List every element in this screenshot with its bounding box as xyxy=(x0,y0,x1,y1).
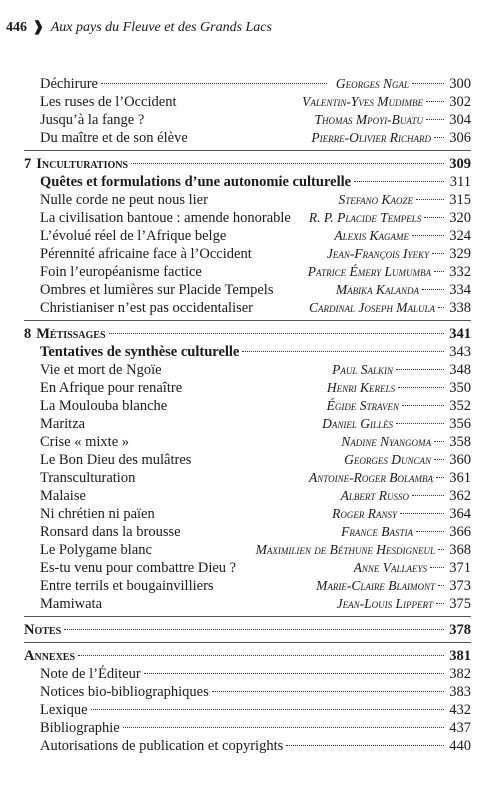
entry-author: Pierre-Olivier Richard xyxy=(311,130,431,145)
dot-leader xyxy=(144,673,444,674)
entry-author: Antoine-Roger Bolamba xyxy=(309,470,433,485)
toc-entry[interactable] xyxy=(24,487,471,505)
entry-page: 358 xyxy=(449,434,471,450)
dot-leader xyxy=(191,137,303,138)
dot-leader xyxy=(132,441,332,442)
toc-entry[interactable] xyxy=(24,469,471,487)
toc-entry[interactable] xyxy=(24,577,471,595)
entry-title: Bibliographie xyxy=(40,720,120,736)
dot-leader xyxy=(138,477,300,478)
entry-title: Christianiser n’est pas occidentaliser xyxy=(40,300,254,316)
subheading[interactable] xyxy=(24,173,471,191)
dot-leader xyxy=(170,405,317,406)
entry-title: Le Polygame blanc xyxy=(40,542,152,558)
entry-title: Transculturation xyxy=(40,470,136,486)
section-divider xyxy=(24,616,471,617)
entry-page: 329 xyxy=(449,246,471,262)
entry-page: 362 xyxy=(449,488,471,504)
toc-entry[interactable] xyxy=(24,227,471,245)
dot-leader xyxy=(412,235,444,236)
dot-leader xyxy=(434,459,444,460)
entry-author: Égide Straven xyxy=(326,398,399,413)
entry-author: Paul Salkin xyxy=(332,362,393,377)
dot-leader xyxy=(101,83,327,84)
entry-author: Thomas Mpoyi-Buatu xyxy=(314,112,423,127)
dot-leader xyxy=(105,603,328,604)
subheading-title: Quêtes et formulations d’une autonomie culturelle xyxy=(40,174,352,190)
entry-title: Du maître et de son élève xyxy=(40,130,188,146)
entry-page: 300 xyxy=(449,76,471,92)
dot-leader xyxy=(434,137,444,138)
toc-entry[interactable] xyxy=(24,665,471,683)
entry-page: 348 xyxy=(449,362,471,378)
entry-title: Nulle corde ne peut nous lier xyxy=(40,192,208,208)
toc-entry[interactable] xyxy=(24,719,471,737)
entry-title: Ronsard dans la brousse xyxy=(40,524,181,540)
dot-leader xyxy=(432,253,444,254)
prev-part-entries xyxy=(24,75,471,147)
dot-leader xyxy=(211,199,330,200)
entry-title: Mamiwata xyxy=(40,596,103,612)
section-7 xyxy=(24,155,471,317)
toc-entry[interactable] xyxy=(24,541,471,559)
section-heading[interactable] xyxy=(24,155,471,173)
entry-title: Entre terrils et bougainvilliers xyxy=(40,578,214,594)
toc-entry[interactable] xyxy=(24,281,471,299)
dot-leader xyxy=(78,655,444,656)
entry-title: La Moulouba blanche xyxy=(40,398,168,414)
entry-author: Stefano Kaoze xyxy=(338,192,413,207)
entry-author: Marie-Claire Blaimont xyxy=(316,578,435,593)
dot-leader xyxy=(194,459,335,460)
entry-author: Cardinal Joseph Malula xyxy=(309,300,435,315)
entry-title: Malaise xyxy=(40,488,86,504)
entry-title: Le Bon Dieu des mulâtres xyxy=(40,452,192,468)
entry-title: Ni chrétien ni païen xyxy=(40,506,155,522)
annexes-page: 381 xyxy=(449,648,471,664)
dot-leader xyxy=(212,691,444,692)
entry-page: 360 xyxy=(449,452,471,468)
subheading[interactable] xyxy=(24,343,471,361)
entry-title: Les ruses de l’Occident xyxy=(40,94,177,110)
section-divider xyxy=(24,642,471,643)
dot-leader xyxy=(354,181,444,182)
dot-leader xyxy=(412,83,444,84)
dot-leader xyxy=(123,727,444,728)
toc-entry[interactable] xyxy=(24,111,471,129)
entry-page: 320 xyxy=(449,210,471,226)
dot-leader xyxy=(276,289,326,290)
book-title: Aux pays du Fleuve et des Grands Lacs xyxy=(50,20,272,35)
subheading-page: 343 xyxy=(449,344,471,360)
dot-leader xyxy=(88,423,313,424)
entry-title: Déchirure xyxy=(40,76,98,92)
dot-leader xyxy=(400,513,444,514)
entry-title: Pérennité africaine face à l’Occident xyxy=(40,246,252,262)
notes-title: Notes xyxy=(24,622,62,638)
entry-title: L’évolué réel de l’Afrique belge xyxy=(40,228,227,244)
separator-icon: ❱ xyxy=(32,20,45,35)
entry-title: Jusqu’à la fange ? xyxy=(40,112,145,128)
dot-leader xyxy=(436,477,444,478)
entry-author: Nadine Nyangoma xyxy=(341,434,431,449)
dot-leader xyxy=(294,217,300,218)
entry-author: Jean-François Iyeky xyxy=(326,246,429,261)
toc-entry[interactable] xyxy=(24,191,471,209)
entry-title: Lexique xyxy=(40,702,88,718)
section-page: 309 xyxy=(449,156,471,172)
toc-entry[interactable] xyxy=(24,701,471,719)
entry-title: Ombres et lumières sur Placide Tempels xyxy=(40,282,274,298)
annexes-section xyxy=(24,647,471,755)
dot-leader xyxy=(256,307,300,308)
entry-author: Daniel Gillès xyxy=(322,416,393,431)
section-number: 7 xyxy=(24,156,32,172)
entry-page: 364 xyxy=(449,506,471,522)
section-page: 341 xyxy=(449,326,471,342)
dot-leader xyxy=(131,163,444,164)
dot-leader xyxy=(434,441,444,442)
dot-leader xyxy=(426,101,444,102)
entry-page: 306 xyxy=(449,130,471,146)
dot-leader xyxy=(286,745,444,746)
entry-title: La civilisation bantoue : amende honorable xyxy=(40,210,291,226)
section-divider xyxy=(24,320,471,321)
entry-page: 383 xyxy=(449,684,471,700)
section-title: Métissages xyxy=(36,326,106,342)
annexes-title: Annexes xyxy=(24,648,76,664)
toc-entry[interactable] xyxy=(24,595,471,613)
entry-author: Georges Ngal xyxy=(335,76,409,91)
entry-author: Henri Kerels xyxy=(326,380,395,395)
entry-title: Crise « mixte » xyxy=(40,434,130,450)
toc-entry[interactable] xyxy=(24,737,471,755)
toc-entry[interactable] xyxy=(24,559,471,577)
dot-leader xyxy=(255,253,318,254)
dot-leader xyxy=(165,369,324,370)
dot-leader xyxy=(416,531,444,532)
dot-leader xyxy=(424,217,444,218)
entry-page: 366 xyxy=(449,524,471,540)
dot-leader xyxy=(64,629,444,630)
section-heading[interactable] xyxy=(24,325,471,343)
dot-leader xyxy=(158,513,323,514)
toc-entry[interactable] xyxy=(24,451,471,469)
page-number: 446 xyxy=(6,20,27,35)
dot-leader xyxy=(155,549,247,550)
toc-entry[interactable] xyxy=(24,209,471,227)
toc-entry[interactable] xyxy=(24,299,471,317)
entry-author: Jean-Louis Lippert xyxy=(336,596,433,611)
entry-author: Patrice Émery Lumumba xyxy=(307,264,431,279)
section-number: 8 xyxy=(24,326,32,342)
section-divider xyxy=(24,150,471,151)
dot-leader xyxy=(438,549,444,550)
entry-title: Autorisations de publication et copyrights xyxy=(40,738,284,754)
entry-page: 350 xyxy=(449,380,471,396)
dot-leader xyxy=(91,709,444,710)
entry-author: Valentin-Yves Mudimbe xyxy=(302,94,423,109)
toc-entry[interactable] xyxy=(24,397,471,415)
entry-author: Georges Duncan xyxy=(344,452,431,467)
dot-leader xyxy=(229,235,325,236)
dot-leader xyxy=(438,585,444,586)
entry-author: Albert Russo xyxy=(340,488,409,503)
entry-page: 382 xyxy=(449,666,471,682)
entry-page: 437 xyxy=(449,720,471,736)
entry-page: 371 xyxy=(449,560,471,576)
annexes-heading[interactable] xyxy=(24,647,471,665)
dot-leader xyxy=(426,119,444,120)
dot-leader xyxy=(412,495,444,496)
dot-leader xyxy=(184,531,333,532)
dot-leader xyxy=(434,271,444,272)
dot-leader xyxy=(416,199,444,200)
entry-author: Mabika Kalanda xyxy=(335,282,419,297)
toc-entry[interactable] xyxy=(24,523,471,541)
entry-title: Maritza xyxy=(40,416,86,432)
entry-title: En Afrique pour renaître xyxy=(40,380,183,396)
dot-leader xyxy=(239,567,345,568)
entry-page: 332 xyxy=(449,264,471,280)
subheading-page: 311 xyxy=(449,174,471,190)
toc-entry[interactable] xyxy=(24,75,471,93)
dot-leader xyxy=(438,307,444,308)
entry-title: Vie et mort de Ngoïe xyxy=(40,362,162,378)
toc-entry[interactable] xyxy=(24,263,471,281)
dot-leader xyxy=(436,603,444,604)
entry-page: 315 xyxy=(449,192,471,208)
entry-author: Maximilien de Béthune Hesdigneul xyxy=(255,542,435,557)
dot-leader xyxy=(217,585,308,586)
toc-entry[interactable] xyxy=(24,245,471,263)
entry-author: Anne Vallaeys xyxy=(353,560,427,575)
entry-title: Foin l’européanisme factice xyxy=(40,264,202,280)
toc-entry[interactable] xyxy=(24,379,471,397)
section-title: Inculturations xyxy=(36,156,129,172)
entry-author: Roger Ransy xyxy=(332,506,397,521)
toc-entry[interactable] xyxy=(24,433,471,451)
entry-page: 304 xyxy=(449,112,471,128)
toc-entry[interactable] xyxy=(24,361,471,379)
dot-leader xyxy=(89,495,332,496)
entry-page: 368 xyxy=(449,542,471,558)
dot-leader xyxy=(180,101,294,102)
notes-heading[interactable] xyxy=(24,621,471,639)
entry-page: 302 xyxy=(449,94,471,110)
entry-page: 352 xyxy=(449,398,471,414)
entry-author: France Bastia xyxy=(341,524,413,539)
entry-page: 373 xyxy=(449,578,471,594)
dot-leader xyxy=(396,423,444,424)
dot-leader xyxy=(396,369,444,370)
dot-leader xyxy=(402,405,444,406)
dot-leader xyxy=(398,387,444,388)
entry-page: 432 xyxy=(449,702,471,718)
entry-author: R. P. Placide Tempels xyxy=(308,210,422,225)
entry-author: Alexis Kagame xyxy=(334,228,409,243)
notes-page: 378 xyxy=(449,622,471,638)
entry-page: 338 xyxy=(449,300,471,316)
dot-leader xyxy=(185,387,318,388)
entry-page: 324 xyxy=(449,228,471,244)
toc-entry[interactable] xyxy=(24,683,471,701)
dot-leader xyxy=(147,119,305,120)
entry-page: 334 xyxy=(449,282,471,298)
entry-title: Note de l’Éditeur xyxy=(40,666,141,682)
entry-page: 356 xyxy=(449,416,471,432)
entry-page: 440 xyxy=(449,738,471,754)
entry-page: 361 xyxy=(449,470,471,486)
dot-leader xyxy=(430,567,444,568)
entry-title: Es-tu venu pour combattre Dieu ? xyxy=(40,560,237,576)
dot-leader xyxy=(109,333,444,334)
dot-leader xyxy=(242,351,444,352)
running-head xyxy=(6,19,272,36)
toc-entry[interactable] xyxy=(24,415,471,433)
toc-entry[interactable] xyxy=(24,129,471,147)
toc-entry[interactable] xyxy=(24,93,471,111)
dot-leader xyxy=(422,289,444,290)
entry-title: Notices bio-bibliographiques xyxy=(40,684,209,700)
toc-entry[interactable] xyxy=(24,505,471,523)
section-8 xyxy=(24,325,471,613)
table-of-contents xyxy=(24,75,471,755)
subheading-title: Tentatives de synthèse culturelle xyxy=(40,344,240,360)
entry-page: 375 xyxy=(449,596,471,612)
dot-leader xyxy=(205,271,299,272)
